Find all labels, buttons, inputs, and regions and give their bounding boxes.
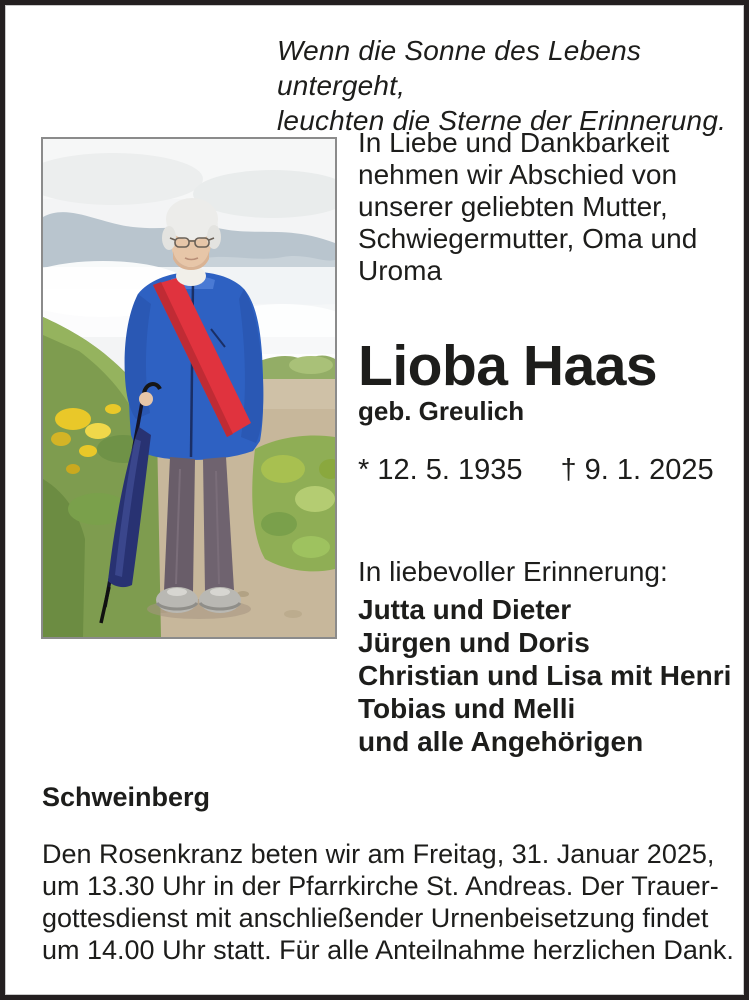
deceased-name: Lioba Haas [358,334,658,398]
maiden-name: geb. Greulich [358,396,525,426]
birth-date: * 12. 5. 1935 [358,454,523,486]
portrait-photo-illustration [43,139,335,637]
quote-line: Wenn die Sonne des Lebens untergeht, [277,35,642,101]
intro-line: In Liebe und Dankbarkeit [358,127,670,158]
announcement-line: gottesdienst mit anschließender Urnenbeisetzung findet [42,903,709,933]
mourner-line: Tobias und Melli [358,693,576,724]
mourner-line: Jürgen und Doris [358,627,590,658]
announcement-line: Den Rosenkranz beten wir am Freitag, 31. Januar 2025, [42,839,715,869]
hand [139,392,153,406]
announcement-text [42,838,734,966]
intro-line: Uroma [358,255,443,286]
place-name: Schweinberg [42,782,211,812]
mourner-line: Christian und Lisa mit Henri [358,660,732,691]
announcement-line: um 14.00 Uhr statt. Für alle Anteilnahme herzlichen Dank. [42,935,734,965]
mourner-line: Jutta und Dieter [358,594,572,625]
shoe-lace [210,588,230,596]
intro-line: nehmen wir Abschied von [358,159,678,190]
intro-line: Schwiegermutter, Oma und [358,223,698,254]
memorial-heading: In liebevoller Erinnerung: [358,556,668,587]
death-date: † 9. 1. 2025 [560,454,714,486]
mourners-list [358,593,731,758]
mourner-line: und alle Angehörigen [358,726,644,757]
portrait-photo [41,137,337,639]
announcement-line: um 13.30 Uhr in der Pfarrkirche St. Andreas. Der Trauer- [42,871,719,901]
opening-quote [277,33,744,138]
bushes [252,436,335,572]
life-dates [358,454,714,487]
intro-line: unserer geliebten Mutter, [358,191,668,222]
shoe-lace [167,588,187,596]
intro-text [358,127,697,287]
hair-side [162,226,176,250]
quote-line: leuchten die Sterne der Erinnerung. [277,105,727,136]
